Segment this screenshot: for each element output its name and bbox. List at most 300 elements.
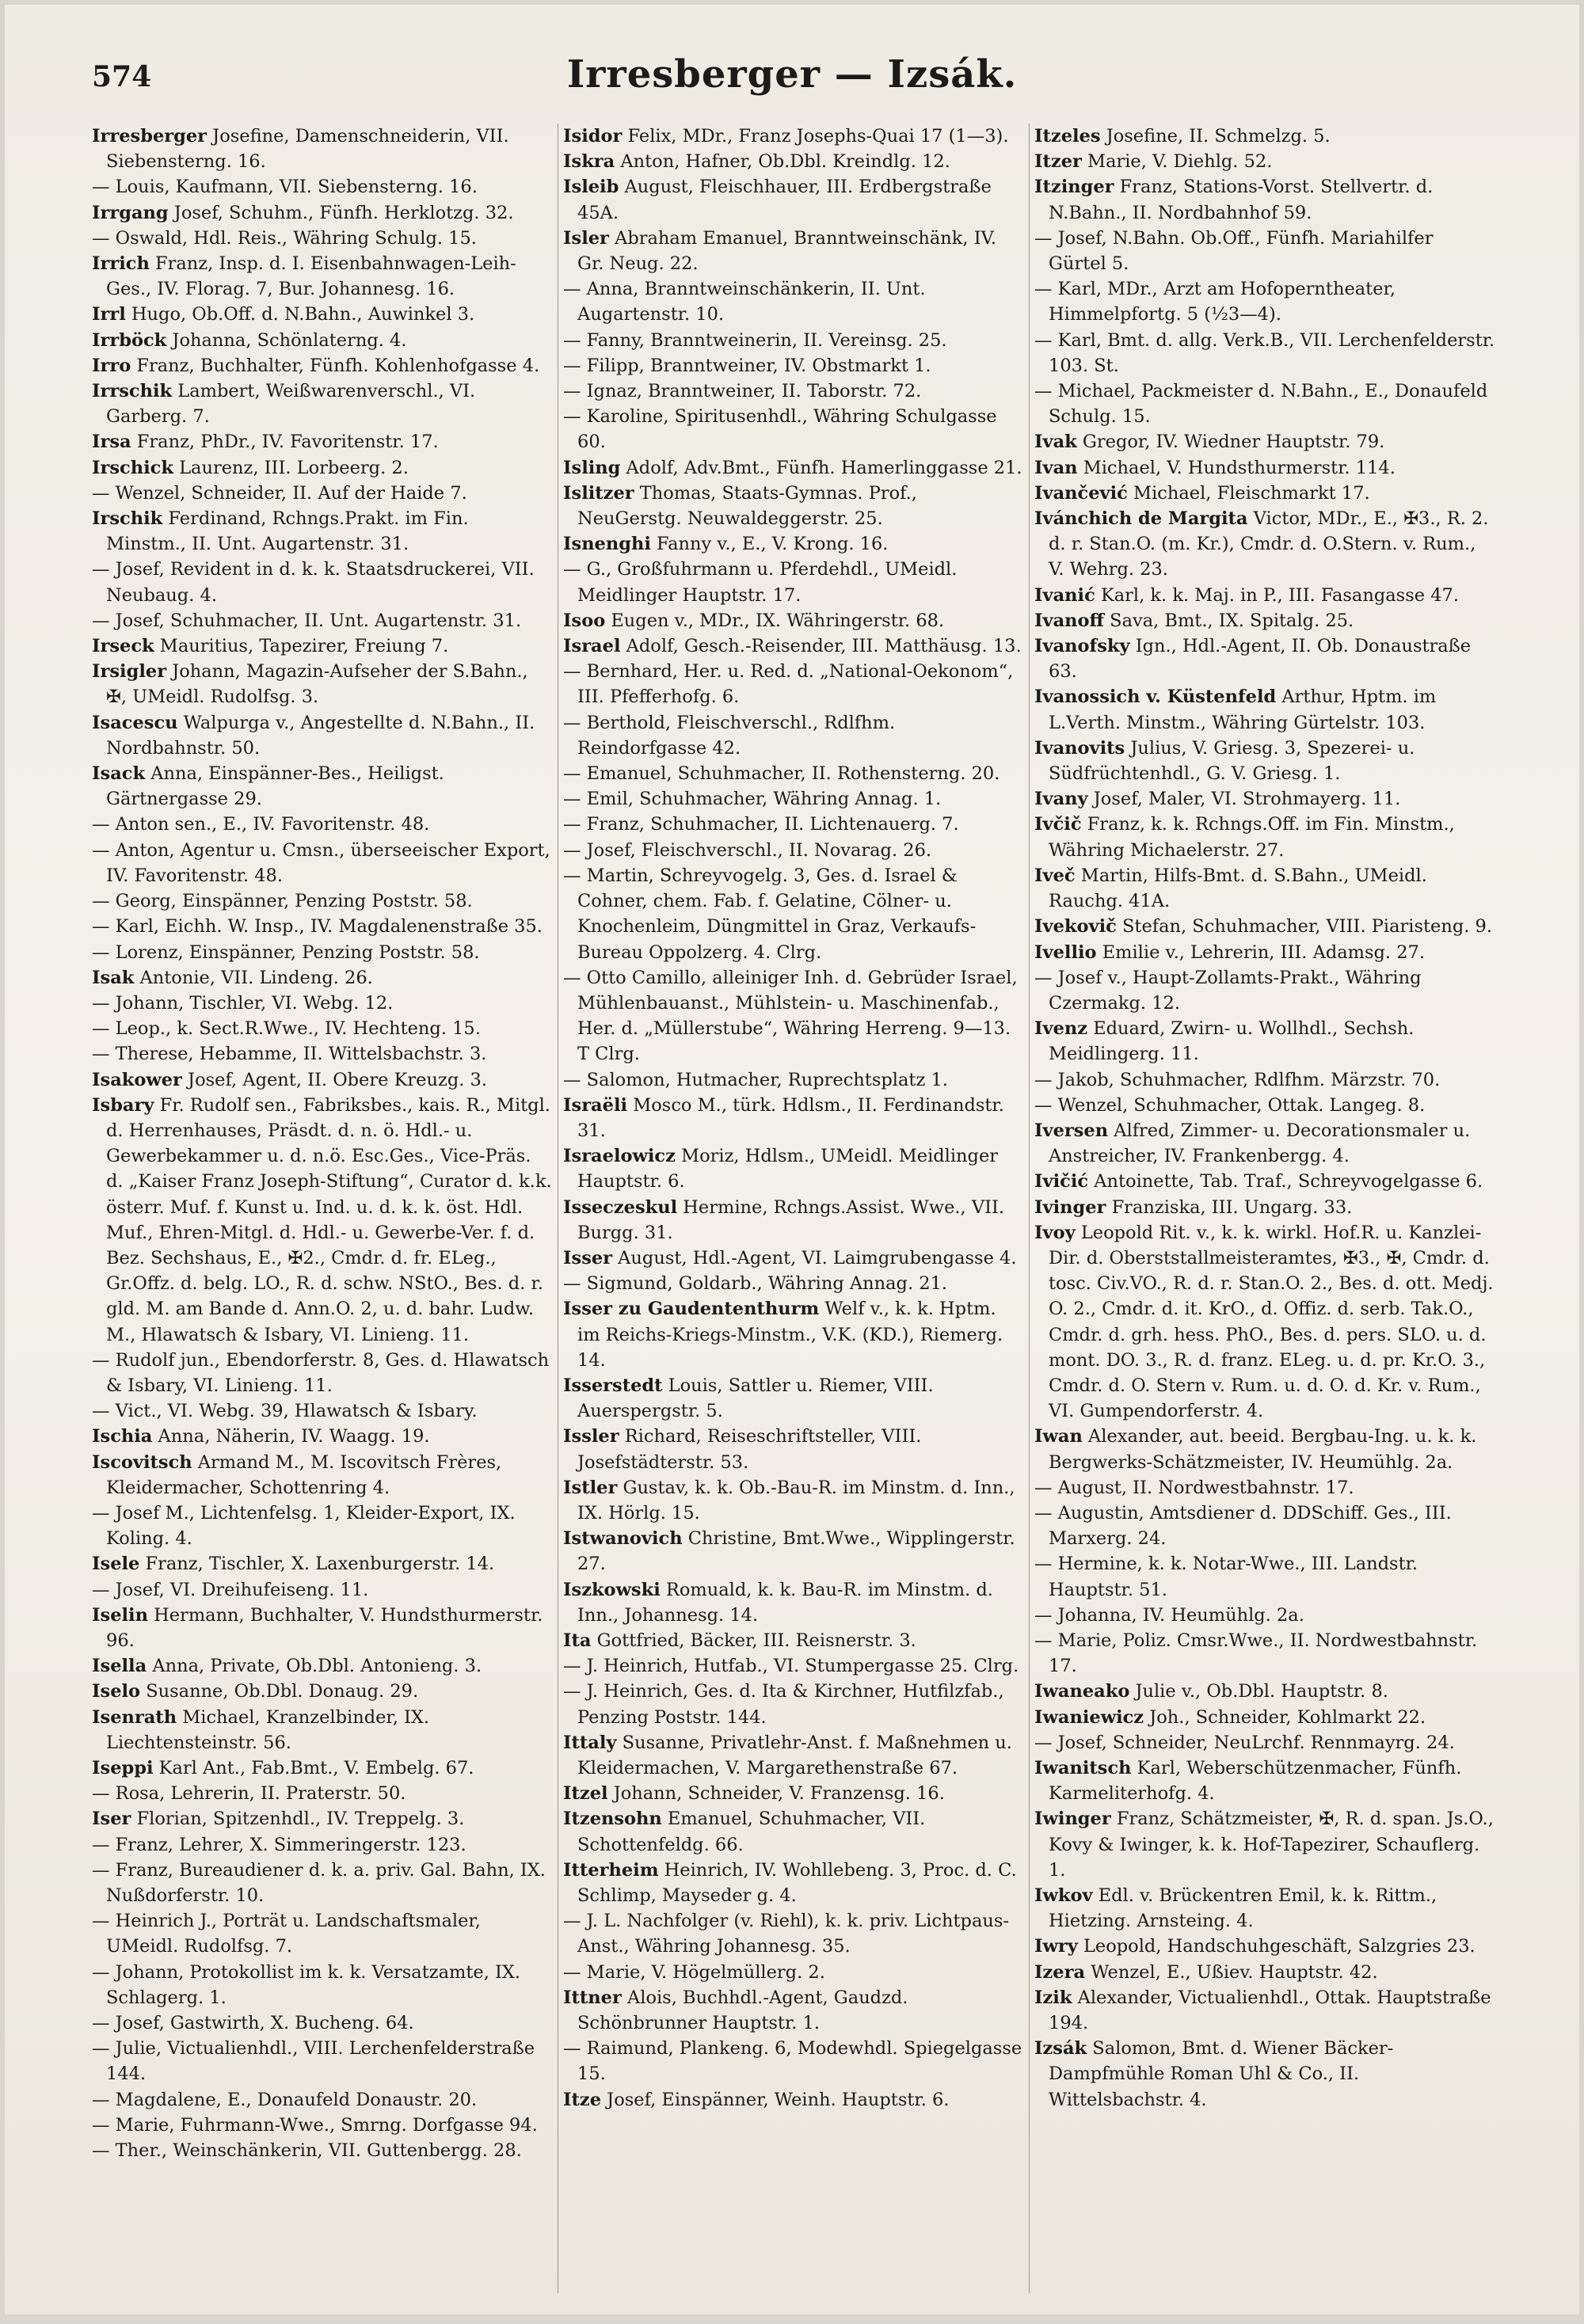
directory-entry — [92, 1016, 553, 1041]
entry-surname: Issler — [563, 1426, 619, 1447]
entry-text: Emilie v., Lehrerin, III. Adamsg. 27. — [1096, 941, 1426, 963]
directory-entry — [1034, 1730, 1496, 1755]
entry-surname: Ivanofsky — [1034, 636, 1130, 657]
directory-entry — [92, 506, 553, 557]
entry-text: Karl, Weberschützenmacher, Fünfh. Karmeliterhofg. 4. — [1049, 1758, 1462, 1805]
entry-text: Marie, V. Diehlg. 52. — [1081, 151, 1273, 173]
entry-surname: Ivčič — [1034, 814, 1082, 835]
directory-entry — [563, 378, 1024, 404]
directory-entry — [92, 1705, 553, 1755]
entry-surname: Iseppi — [92, 1758, 154, 1778]
directory-entry — [563, 1960, 1024, 1985]
entry-text: Mosco M., türk. Hdlsm., II. Ferdinandstr. 31. — [577, 1094, 1004, 1141]
directory-entry — [1034, 1067, 1496, 1093]
entry-surname: Iwanitsch — [1034, 1758, 1132, 1778]
entry-surname: Isbary — [92, 1094, 154, 1116]
directory-entry — [92, 2036, 553, 2086]
entry-surname: Itterheim — [563, 1859, 659, 1881]
entry-surname: Isenrath — [92, 1706, 177, 1728]
directory-entry — [1034, 1220, 1496, 1424]
entry-text: Anna, Näherin, IV. Waagg. 19. — [152, 1426, 430, 1447]
entry-text: — Emanuel, Schuhmacher, II. Rothensterng. 20. — [563, 763, 1000, 785]
entry-text: — Wenzel, Schuhmacher, Ottak. Langeg. 8. — [1034, 1094, 1426, 1116]
entry-text: — Berthold, Fleischverschl., Rdlfhm. Reindorfgasse 42. — [563, 712, 896, 759]
entry-text: — Rudolf jun., Ebendorferstr. 8, Ges. d. Hlawatsch & Isbary, VI. Linieng. 11. — [92, 1349, 550, 1396]
entry-surname: Iskra — [563, 151, 615, 173]
entry-text: — Josef, Revident in d. k. k. Staatsdruckerei, VII. Neubaug. 4. — [92, 559, 535, 606]
directory-entry — [92, 1858, 553, 1908]
entry-surname: Irschik — [92, 508, 163, 530]
entry-text: August, Hdl.-Agent, VI. Laimgrubengasse 4. — [612, 1247, 1017, 1269]
entry-text: Karl Ant., Fab.Bmt., V. Embelg. 67. — [153, 1758, 474, 1778]
directory-entry — [92, 633, 553, 659]
directory-entry — [1034, 684, 1496, 735]
directory-entry — [563, 812, 1024, 837]
entry-surname: Istwanovich — [563, 1528, 683, 1550]
entry-text: Ferdinand, Rchngs.Prakt. im Fin. Minstm., II. Unt. Augartenstr. 31. — [106, 508, 469, 555]
entry-surname: Isnenghi — [563, 534, 651, 555]
directory-entry — [92, 710, 553, 761]
entry-surname: Isser zu Gaudententhurm — [563, 1299, 820, 1320]
directory-entry — [563, 608, 1024, 633]
directory-entry — [1034, 455, 1496, 481]
entry-surname: Isler — [563, 227, 609, 249]
directory-entry — [1034, 2036, 1496, 2113]
entry-text: — Julie, Victualienhdl., VIII. Lerchenfelderstraße 144. — [92, 2038, 535, 2085]
entry-text: Leopold, Handschuhgeschäft, Salzgries 23. — [1077, 1936, 1475, 1957]
directory-entry — [563, 1679, 1024, 1729]
entry-surname: Iser — [92, 1809, 131, 1830]
directory-columns — [92, 124, 1502, 2293]
entry-text: — Josef M., Lichtenfelsg. 1, Kleider-Export, IX. Koling. 4. — [92, 1502, 516, 1550]
entry-surname: Isella — [92, 1656, 147, 1677]
entry-text: — Oswald, Hdl. Reis., Währing Schulg. 15. — [92, 227, 477, 249]
directory-entry — [92, 965, 553, 991]
directory-entry — [92, 659, 553, 709]
directory-entry — [1034, 276, 1496, 327]
directory-entry — [563, 1526, 1024, 1577]
directory-entry — [92, 251, 553, 302]
directory-entry — [92, 226, 553, 251]
entry-text: Antoinette, Tab. Traf., Schreyvogelgasse 6. — [1088, 1171, 1483, 1192]
directory-entry — [1034, 506, 1496, 583]
entry-text: — Leop., k. Sect.R.Wwe., IV. Hechteng. 15. — [92, 1018, 481, 1040]
entry-text: — Rosa, Lehrerin, II. Praterstr. 50. — [92, 1783, 406, 1805]
entry-text: Martin, Hilfs-Bmt. d. S.Bahn., UMeidl. Rauchg. 41A. — [1049, 865, 1427, 912]
entry-surname: Irschick — [92, 457, 173, 478]
entry-surname: Ivak — [1034, 432, 1077, 453]
entry-text: — Filipp, Branntweiner, IV. Obstmarkt 1. — [563, 355, 931, 376]
entry-text: — Anton, Agentur u. Cmsn., überseeischer Export, IV. Favoritenstr. 48. — [92, 839, 550, 886]
directory-entry — [92, 1551, 553, 1577]
entry-surname: Iwan — [1034, 1426, 1083, 1447]
directory-entry — [563, 1858, 1024, 1908]
directory-entry — [92, 124, 553, 174]
entry-surname: Ita — [563, 1630, 592, 1651]
entry-text: Johann, Magazin-Aufseher der S.Bahn., ✠, UMeidl. Rudolfsg. 3. — [106, 661, 528, 708]
entry-text: Abraham Emanuel, Branntweinschänk, IV. Gr. Neug. 22. — [577, 227, 997, 275]
entry-text: Franziska, III. Ungarg. 33. — [1106, 1196, 1353, 1218]
entry-text: — Louis, Kaufmann, VII. Siebensterng. 16. — [92, 177, 478, 198]
directory-entry — [92, 991, 553, 1016]
entry-surname: Ivany — [1034, 789, 1088, 810]
directory-entry — [1034, 1603, 1496, 1628]
directory-entry — [92, 2138, 553, 2163]
entry-surname: Isele — [92, 1554, 140, 1575]
entry-surname: Ivančević — [1034, 482, 1128, 504]
entry-text: Franz, PhDr., IV. Favoritenstr. 17. — [131, 432, 439, 453]
entry-text: Michael, V. Hundsthurmerstr. 114. — [1077, 457, 1396, 478]
directory-entry — [1034, 1424, 1496, 1474]
entry-surname: Irrich — [92, 253, 150, 275]
entry-surname: Izsák — [1034, 2038, 1087, 2060]
entry-text: Karl, k. k. Maj. in P., III. Fasangasse 47. — [1095, 584, 1459, 606]
entry-surname: Ittner — [563, 1987, 622, 2008]
entry-surname: Isak — [92, 967, 135, 988]
entry-surname: Irrl — [92, 304, 126, 325]
directory-entry — [563, 1475, 1024, 1526]
directory-entry — [92, 1806, 553, 1831]
entry-text: Felix, MDr., Franz Josephs-Quai 17 (1—3). — [622, 126, 1009, 146]
directory-entry — [92, 1653, 553, 1679]
entry-text: — J. Heinrich, Hutfab., VI. Stumpergasse 25. Clrg. — [563, 1656, 1019, 1677]
directory-entry — [563, 1195, 1024, 1246]
entry-text: Michael, Fleischmarkt 17. — [1127, 482, 1370, 504]
directory-entry — [92, 1450, 553, 1501]
directory-entry — [1034, 1169, 1496, 1194]
entry-surname: Isakower — [92, 1069, 182, 1090]
entry-text: Josef, Einspänner, Weinh. Hauptstr. 6. — [601, 2089, 950, 2110]
entry-text: — Ther., Weinschänkerin, VII. Guttenbergg. 28. — [92, 2140, 522, 2162]
directory-entry — [92, 1781, 553, 1806]
entry-text: Gottfried, Bäcker, III. Reisnerstr. 3. — [591, 1630, 916, 1651]
entry-surname: Ivoy — [1034, 1222, 1076, 1243]
entry-text: — Franz, Bureaudiener d. k. a. priv. Gal. Bahn, IX. Nußdorferstr. 10. — [92, 1859, 546, 1907]
directory-entry — [92, 200, 553, 226]
entry-text: — Bernhard, Her. u. Red. d. „National-Oekonom“, III. Pfefferhofg. 6. — [563, 661, 1014, 708]
entry-text: Julius, V. Griesg. 3, Spezerei- u. Südfrüchtenhdl., G. V. Griesg. 1. — [1049, 737, 1415, 785]
entry-surname: Ischia — [92, 1426, 153, 1447]
entry-text: — Vict., VI. Webg. 39, Hlawatsch & Isbary. — [92, 1401, 478, 1422]
entry-text: — Johann, Protokollist im k. k. Versatzamte, IX. Schlagerg. 1. — [92, 1961, 521, 2008]
directory-entry — [92, 353, 553, 378]
directory-entry — [563, 761, 1024, 786]
entry-text: Emanuel, Schuhmacher, VII. Schottenfeldg. 66. — [577, 1809, 926, 1855]
directory-entry — [563, 1730, 1024, 1781]
entry-text: — Augustin, Amtsdiener d. DDSchiff. Ges., III. Marxerg. 24. — [1034, 1502, 1452, 1550]
entry-text: Florian, Spitzenhdl., IV. Treppelg. 3. — [131, 1809, 465, 1830]
column-1 — [92, 124, 558, 2293]
directory-entry — [92, 1398, 553, 1424]
directory-entry — [92, 1603, 553, 1653]
entry-text: Christine, Bmt.Wwe., Wipplingerstr. 27. — [577, 1528, 1015, 1575]
directory-entry — [92, 302, 553, 327]
entry-text: Susanne, Ob.Dbl. Donaug. 29. — [140, 1681, 419, 1702]
entry-text: Mauritius, Tapezirer, Freiung 7. — [154, 636, 449, 657]
directory-entry — [92, 2010, 553, 2036]
directory-entry — [563, 838, 1024, 863]
entry-text: Eduard, Zwirn- u. Wollhdl., Sechsh. Meidlingerg. 11. — [1049, 1018, 1415, 1065]
directory-entry — [563, 863, 1024, 965]
directory-entry — [1034, 378, 1496, 429]
directory-page — [5, 5, 1579, 2314]
entry-surname: Ivanossich v. Küstenfeld — [1034, 687, 1277, 708]
directory-entry — [563, 174, 1024, 225]
directory-entry — [563, 965, 1024, 1067]
entry-text: — Josef, Schneider, NeuLrchf. Rennmayrg. 24. — [1034, 1732, 1455, 1753]
directory-entry — [1034, 1705, 1496, 1730]
directory-entry — [1034, 965, 1496, 1016]
directory-entry — [1034, 1934, 1496, 1959]
entry-text: Michael, Kranzelbinder, IX. Liechtensteinstr. 56. — [106, 1706, 430, 1753]
entry-surname: Itzinger — [1034, 177, 1114, 198]
directory-entry — [563, 328, 1024, 353]
entry-text: — Karl, MDr., Arzt am Hofoperntheater, Himmelpfortg. 5 (½3—4). — [1034, 279, 1396, 325]
directory-entry — [92, 940, 553, 965]
entry-surname: Islitzer — [563, 482, 634, 504]
entry-text: Arthur, Hptm. im L.Verth. Minstm., Währing Gürtelstr. 103. — [1049, 687, 1437, 733]
directory-entry — [1034, 124, 1496, 149]
directory-entry — [92, 1832, 553, 1858]
column-2 — [563, 124, 1030, 2293]
entry-text: Josef, Maler, VI. Strohmayerg. 11. — [1087, 789, 1401, 810]
entry-surname: Ittaly — [563, 1732, 617, 1753]
entry-surname: Ivanić — [1034, 584, 1095, 606]
entry-text: Fanny v., E., V. Krong. 16. — [650, 534, 889, 555]
entry-surname: Ivinger — [1034, 1196, 1106, 1218]
entry-text: — Hermine, k. k. Notar-Wwe., III. Landstr. Hauptstr. 51. — [1034, 1554, 1418, 1600]
entry-text: — Magdalene, E., Donaufeld Donaustr. 20. — [92, 2089, 478, 2110]
entry-surname: Irrschik — [92, 381, 173, 402]
entry-text: Antonie, VII. Lindeng. 26. — [134, 967, 373, 988]
entry-surname: Isack — [92, 763, 146, 785]
directory-entry — [92, 455, 553, 481]
entry-surname: Israëli — [563, 1094, 628, 1116]
directory-entry — [563, 276, 1024, 327]
directory-entry — [1034, 940, 1496, 965]
entry-surname: Izera — [1034, 1961, 1086, 1983]
directory-entry — [92, 1577, 553, 1603]
directory-entry — [563, 1093, 1024, 1143]
directory-entry — [1034, 174, 1496, 225]
directory-entry — [1034, 226, 1496, 276]
entry-text: — Anton sen., E., IV. Favoritenstr. 48. — [92, 814, 430, 835]
directory-entry — [92, 1041, 553, 1067]
entry-text: — Josef, N.Bahn. Ob.Off., Fünfh. Mariahilfer Gürtel 5. — [1034, 227, 1434, 275]
entry-text: — Josef, VI. Dreihufeiseng. 11. — [92, 1579, 369, 1600]
entry-surname: Isling — [563, 457, 621, 478]
entry-surname: Itzensohn — [563, 1809, 662, 1830]
entry-text: — Lorenz, Einspänner, Penzing Poststr. 58. — [92, 941, 480, 963]
entry-surname: Ivekovič — [1034, 916, 1117, 938]
entry-surname: Istler — [563, 1477, 618, 1498]
entry-surname: Iszkowski — [563, 1579, 661, 1600]
entry-text: — Therese, Hebamme, II. Wittelsbachstr. 3. — [92, 1044, 487, 1065]
directory-entry — [92, 608, 553, 633]
entry-surname: Iselin — [92, 1604, 148, 1626]
directory-entry — [563, 1985, 1024, 2036]
directory-entry — [92, 1960, 553, 2010]
entry-surname: Ivánchich de Margita — [1034, 508, 1248, 530]
entry-text: — Michael, Packmeister d. N.Bahn., E., Donaufeld Schulg. 15. — [1034, 381, 1488, 428]
entry-text: Franz, Tischler, X. Laxenburgerstr. 14. — [139, 1554, 495, 1575]
directory-entry — [1034, 812, 1496, 862]
directory-entry — [92, 2113, 553, 2138]
directory-entry — [92, 838, 553, 888]
entry-surname: Ivellio — [1034, 941, 1097, 963]
entry-text: Johanna, Schönlaterng. 4. — [166, 329, 407, 351]
directory-entry — [563, 1246, 1024, 1271]
entry-surname: Isserstedt — [563, 1375, 663, 1396]
entry-text: — Josef, Schuhmacher, II. Unt. Augartenstr. 31. — [92, 610, 522, 631]
directory-entry — [1034, 1806, 1496, 1883]
entry-text: Franz, Stations-Vorst. Stellvertr. d. N.Bahn., II. Nordbahnhof 59. — [1049, 177, 1434, 223]
directory-entry — [1034, 429, 1496, 455]
page-number: 574 — [92, 60, 152, 93]
directory-entry — [1034, 1628, 1496, 1679]
entry-text: — Salomon, Hutmacher, Ruprechtsplatz 1. — [563, 1069, 948, 1090]
entry-text: Hermine, Rchngs.Assist. Wwe., VII. Burgg. 31. — [577, 1196, 1005, 1243]
directory-entry — [563, 1143, 1024, 1194]
entry-surname: Isoo — [563, 610, 606, 631]
running-head: Irresberger — Izsák. — [566, 52, 1018, 97]
entry-surname: Irrgang — [92, 202, 169, 223]
entry-text: Susanne, Privatlehr-Anst. f. Maßnehmen u. Kleidermachen, V. Margarethenstraße 67. — [577, 1732, 1012, 1778]
entry-surname: Itzeles — [1034, 126, 1101, 146]
entry-text: Sava, Bmt., IX. Spitalg. 25. — [1104, 610, 1354, 631]
entry-surname: Iselo — [92, 1681, 141, 1702]
entry-text: — Josef, Gastwirth, X. Bucheng. 64. — [92, 2013, 414, 2034]
directory-entry — [92, 174, 553, 200]
directory-entry — [92, 378, 553, 429]
directory-entry — [1034, 1755, 1496, 1806]
directory-entry — [92, 914, 553, 939]
entry-text: — Fanny, Branntweinerin, II. Vereinsg. 25. — [563, 329, 947, 351]
entry-text: Laurenz, III. Lorbeerg. 2. — [173, 457, 409, 478]
entry-text: — J. L. Nachfolger (v. Riehl), k. k. priv. Lichtpaus-Anst., Währing Johannesg. 35. — [563, 1911, 1010, 1957]
entry-surname: Iscovitsch — [92, 1451, 192, 1473]
entry-surname: Irseck — [92, 636, 154, 657]
entry-text: Franz, k. k. Rchngs.Off. im Fin. Minstm., Währing Michaelerstr. 27. — [1049, 814, 1455, 861]
entry-surname: Israelowicz — [563, 1146, 676, 1167]
entry-surname: Iwaniewicz — [1034, 1706, 1144, 1728]
entry-text: Alfred, Zimmer- u. Decorationsmaler u. Anstreicher, IV. Frankenbergg. 4. — [1049, 1120, 1471, 1167]
directory-entry — [92, 1679, 553, 1704]
directory-entry — [92, 888, 553, 914]
entry-text: Anna, Einspänner-Bes., Heiligst. Gärtnergasse 29. — [106, 763, 444, 810]
directory-entry — [563, 1271, 1024, 1296]
directory-entry — [563, 1628, 1024, 1653]
entry-surname: Irsigler — [92, 661, 167, 683]
directory-entry — [1034, 1883, 1496, 1934]
entry-text: — Otto Camillo, alleiniger Inh. d. Gebrüder Israel, Mühlenbauanst., Mühlstein- u. Maschinenfab., Her. d. „Müllerstube“, Währing Herreng. 9—13. T Clrg. — [563, 967, 1018, 1065]
directory-entry — [1034, 1551, 1496, 1602]
entry-text: — G., Großfuhrmann u. Pferdehdl., UMeidl. Meidlinger Hauptstr. 17. — [563, 559, 958, 606]
entry-text: Hermann, Buchhalter, V. Hundsthurmerstr. 96. — [106, 1604, 543, 1651]
directory-entry — [1034, 608, 1496, 633]
entry-text: — Sigmund, Goldarb., Währing Annag. 21. — [563, 1273, 948, 1295]
entry-surname: Israel — [563, 636, 621, 657]
directory-entry — [1034, 1679, 1496, 1704]
directory-entry — [563, 1577, 1024, 1628]
entry-surname: Irresberger — [92, 126, 208, 146]
entry-text: — Marie, Fuhrmann-Wwe., Smrng. Dorfgasse 94. — [92, 2114, 538, 2136]
directory-entry — [92, 1067, 553, 1093]
directory-entry — [1034, 1016, 1496, 1067]
entry-text: Fr. Rudolf sen., Fabriksbes., kais. R., Mitgl. d. Herrenhauses, Präsdt. d. n. ö. Hdl.- u. Gewerbekammer u. d. n.ö. Esc.Ges., Vice-Präs. d. „Kaiser Franz Joseph-Stiftung“, Curator d. k.k. österr. Muf. f. Kunst u. Ind. u. d. k. k. öst. Hdl. Muf., Ehren-Mitgl. d. Hdl.- u. Gewerbe-Ver. f. d. Bez. Sechshaus, E., ✠2., Cmdr. d. fr. ELeg., Gr.Offz. d. belg. LO., R. d. schw. NStO., Bes. d. r. gld. M. am Bande d. Ann.O. 2, u. d. bahr. Ludw. M., Hlawatsch & Isbary, VI. Linieng. 11. — [106, 1094, 552, 1345]
entry-text: August, Fleischhauer, III. Erdbergstraße 45A. — [577, 177, 992, 223]
directory-entry — [1034, 786, 1496, 812]
entry-text: Anna, Private, Ob.Dbl. Antonieng. 3. — [147, 1656, 482, 1677]
column-3 — [1034, 124, 1501, 2293]
directory-entry — [563, 455, 1024, 481]
directory-entry — [1034, 1985, 1496, 2036]
entry-text: Josefine, Damenschneiderin, VII. Siebensterng. 16. — [106, 126, 509, 173]
entry-text: — Karl, Bmt. d. allg. Verk.B., VII. Lerchenfelderstr. 103. St. — [1034, 329, 1495, 376]
directory-entry — [92, 761, 553, 812]
directory-entry — [1034, 736, 1496, 786]
entry-text: Alexander, Victualienhdl., Ottak. Hauptstraße 194. — [1049, 1987, 1491, 2034]
entry-text: Gustav, k. k. Ob.-Bau-R. im Minstm. d. Inn., IX. Hörlg. 15. — [577, 1477, 1015, 1523]
entry-surname: Irro — [92, 355, 131, 376]
entry-surname: Ivičić — [1034, 1171, 1089, 1192]
entry-text: — Ignaz, Branntweiner, II. Taborstr. 72. — [563, 381, 922, 402]
directory-entry — [1034, 481, 1496, 506]
entry-text: Wenzel, E., Ußiev. Hauptstr. 42. — [1085, 1961, 1378, 1983]
directory-entry — [1034, 1118, 1496, 1169]
directory-entry — [1034, 1501, 1496, 1551]
directory-entry — [563, 710, 1024, 761]
entry-text: — Marie, V. Högelmüllerg. 2. — [563, 1961, 825, 1983]
directory-entry — [563, 1424, 1024, 1474]
entry-surname: Iveč — [1034, 865, 1076, 886]
entry-text: — Georg, Einspänner, Penzing Poststr. 58. — [92, 891, 473, 912]
entry-text: — Jakob, Schuhmacher, Rdlfhm. Märzstr. 70. — [1034, 1069, 1441, 1090]
entry-text: — Josef, Fleischverschl., II. Novarag. 26. — [563, 839, 932, 861]
directory-entry — [92, 481, 553, 506]
directory-entry — [563, 149, 1024, 174]
directory-entry — [563, 1373, 1024, 1424]
entry-text: Eugen v., MDr., IX. Währingerstr. 68. — [605, 610, 945, 631]
directory-entry — [92, 1348, 553, 1398]
directory-entry — [92, 429, 553, 455]
entry-text: Josef, Schuhm., Fünfh. Herklotzg. 32. — [168, 202, 514, 223]
entry-surname: Itze — [563, 2089, 602, 2110]
entry-text: — Karoline, Spiritusenhdl., Währing Schulgasse 60. — [563, 406, 997, 453]
entry-text: Julie v., Ob.Dbl. Hauptstr. 8. — [1129, 1681, 1388, 1702]
directory-entry — [92, 812, 553, 837]
entry-text: Leopold Rit. v., k. k. wirkl. Hof.R. u. Kanzlei-Dir. d. Oberststallmeisteramtes, ✠3., ✠, Cmdr. d. tosc. Civ.VO., R. d. r. Stan.O. 2., Bes. d. ott. Medj. O. 2., Cmdr. d. it. KrO., d. Offiz. d. serb. Tak.O., Cmdr. d. grh. hess. PhO., Bes. d. pers. SLO. u. d. mont. DO. 3., R. d. franz. ELeg. u. d. pr. Kr.O. 3., Cmdr. d. O. Stern v. Rum. u. d. O. d. Kr. v. Rum., VI. Gumpendorferstr. 4. — [1049, 1222, 1494, 1422]
entry-text: — Anna, Branntweinschänkerin, II. Unt. Augartenstr. 10. — [563, 279, 926, 325]
entry-text: — August, II. Nordwestbahnstr. 17. — [1034, 1477, 1354, 1498]
directory-entry — [563, 2036, 1024, 2086]
directory-entry — [1034, 149, 1496, 174]
entry-text: Johann, Schneider, V. Franzensg. 16. — [607, 1783, 945, 1805]
entry-text: — Martin, Schreyvogelg. 3, Ges. d. Israel & Cohner, chem. Fab. f. Gelatine, Cölner- u. Knochenleim, Düngmittel in Graz, Verkaufs-Bureau Oppolzerg. 4. Clrg. — [563, 865, 977, 963]
entry-surname: Ivanovits — [1034, 737, 1125, 759]
entry-surname: Ivan — [1034, 457, 1078, 478]
entry-text: — J. Heinrich, Ges. d. Ita & Kirchner, Hutfilzfab., Penzing Poststr. 144. — [563, 1681, 1004, 1728]
entry-text: Franz, Schätzmeister, ✠, R. d. span. Js.O., Kovy & Iwinger, k. k. Hof-Tapezirer, Schauflerg. 1. — [1049, 1809, 1494, 1881]
directory-entry — [563, 226, 1024, 276]
entry-text: Salomon, Bmt. d. Wiener Bäcker-Dampfmühle Roman Uhl & Co., II. Wittelsbachstr. 4. — [1049, 2038, 1394, 2110]
entry-text: Heinrich, IV. Wohllebeng. 3, Proc. d. C. Schlimp, Mayseder g. 4. — [577, 1859, 1017, 1907]
entry-text: — Johanna, IV. Heumühlg. 2a. — [1034, 1604, 1304, 1626]
entry-surname: Isacescu — [92, 712, 178, 733]
entry-text: — Wenzel, Schneider, II. Auf der Haide 7. — [92, 482, 467, 504]
entry-text: — Emil, Schuhmacher, Währing Annag. 1. — [563, 789, 942, 810]
entry-text: Stefan, Schuhmacher, VIII. Piaristeng. 9. — [1116, 916, 1493, 938]
